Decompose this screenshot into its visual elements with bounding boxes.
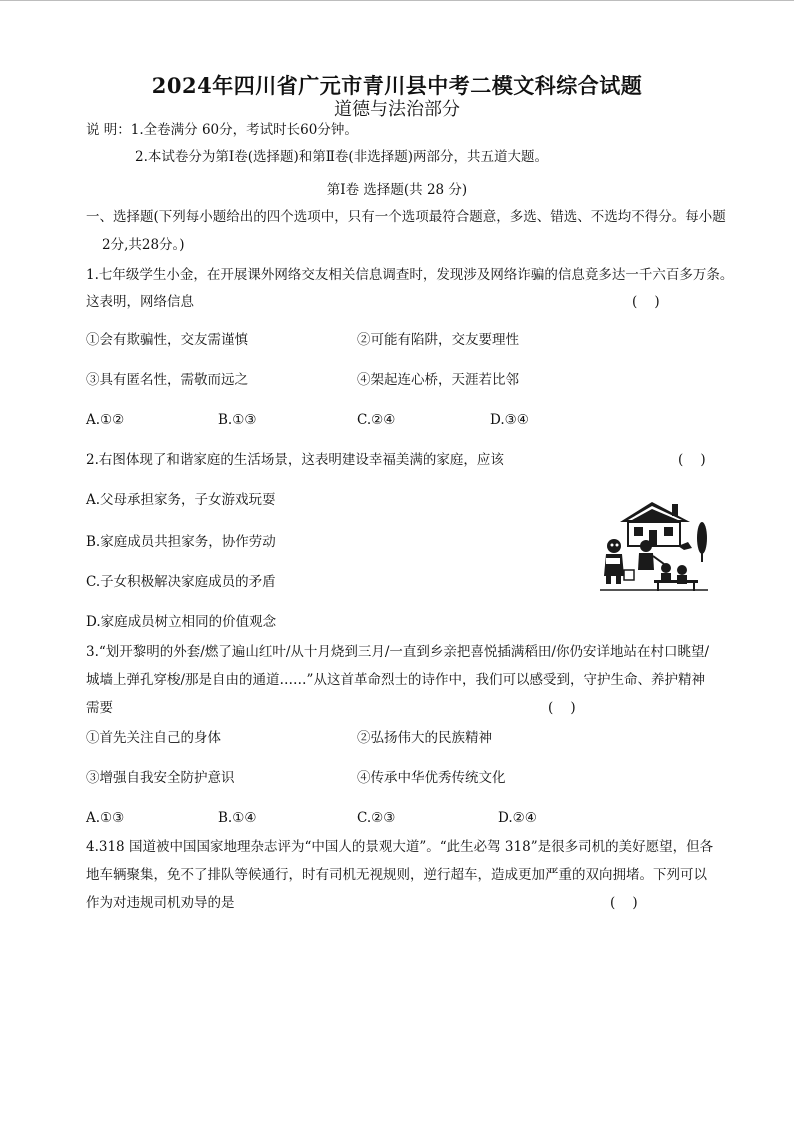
q3-statement-3: ③增强自我安全防护意识 [86,770,235,786]
exam-subtitle: 道德与法治部分 [334,99,460,120]
section-heading: 第Ⅰ卷 选择题(共 28 分) [326,182,468,198]
q1-option-b: B.①③ [218,412,257,428]
section-intro-line-1: 一、选择题(下列每小题给出的四个选项中，只有一个选项最符合题意，多选、错选、不选均不得分。每小题 [86,209,726,225]
q4-answer-paren: ( ) [610,895,638,911]
q3-option-a: A.①③ [86,810,125,826]
q1-option-a: A.①② [86,412,125,428]
instruction-line-2: 2.本试卷分为第Ⅰ卷(选择题)和第Ⅱ卷(非选择题)两部分，共五道大题。 [135,149,548,165]
q4-stem-line-3: 作为对违规司机劝导的是 [86,895,235,911]
exam-title: 2024年四川省广元市青川县中考二模文科综合试题 [151,73,643,98]
q2-answer-paren: ( ) [678,452,706,468]
q2-option-d: D.家庭成员树立相同的价值观念 [86,614,277,630]
q3-option-d: D.②④ [498,810,537,826]
q2-option-b: B.家庭成员共担家务，协作劳动 [86,534,276,550]
q2-option-a: A.父母承担家务，子女游戏玩耍 [86,492,276,508]
q4-stem-line-1: 4.318 国道被中国国家地理杂志评为“中国人的景观大道”。“此生必驾 318”是很多司机的美好愿望，但各 [86,839,714,855]
q1-option-c: C.②④ [357,412,396,428]
section-intro-line-2: 2分,共28分。) [102,237,185,253]
q3-answer-paren: ( ) [548,700,576,716]
q1-answer-paren: ( ) [632,294,660,310]
q1-statement-3: ③具有匿名性，需敬而远之 [86,372,248,388]
q3-stem-line-2: 城墙上弹孔穿梭/那是自由的通道……”从这首革命烈士的诗作中，我们可以感受到，守护生命、养护精神 [86,672,705,688]
q3-stem-line-1: 3.“划开黎明的外套/燃了遍山红叶/从十月烧到三月/一直到乡亲把喜悦插满稻田/你仍安详地站在村口眺望/ [86,644,710,660]
q1-statement-4: ④架起连心桥，天涯若比邻 [357,372,519,388]
q3-statement-4: ④传承中华优秀传统文化 [357,770,506,786]
q3-statement-1: ①首先关注自己的身体 [86,730,221,746]
q3-stem-line-3: 需要 [86,700,113,716]
q1-stem-line-2: 这表明，网络信息 [86,294,194,310]
q2-option-c: C.子女积极解决家庭成员的矛盾 [86,574,276,590]
q1-stem-line-1: 1.七年级学生小金，在开展课外网络交友相关信息调查时，发现涉及网络诈骗的信息竟多达一千六百多万条。 [86,267,734,283]
q1-statement-1: ①会有欺骗性，交友需谨慎 [86,332,248,348]
q3-option-c: C.②③ [357,810,396,826]
family-chores-illustration-icon [592,494,714,594]
q3-option-b: B.①④ [218,810,257,826]
q3-statement-2: ②弘扬伟大的民族精神 [357,730,492,746]
q1-statement-2: ②可能有陷阱，交友要理性 [357,332,519,348]
page-top-rule [0,0,794,1]
instruction-line-1: 说 明：1.全卷满分 60分，考试时长60分钟。 [86,122,358,138]
q4-stem-line-2: 地车辆聚集，免不了排队等候通行，时有司机无视规则，逆行超车，造成更加严重的双向拥堵。下列可以 [86,867,707,883]
q1-option-d: D.③④ [490,412,529,428]
q2-stem-line-1: 2.右图体现了和谐家庭的生活场景，这表明建设幸福美满的家庭，应该 [86,452,504,468]
